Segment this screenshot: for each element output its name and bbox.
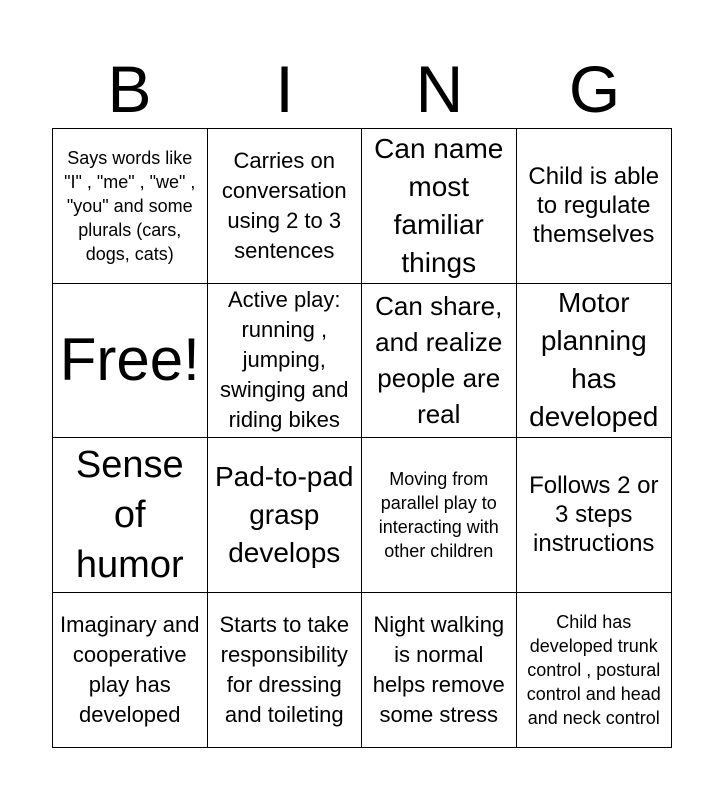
bingo-cell-text: Follows 2 or 3 steps instructions xyxy=(529,472,659,558)
bingo-cell-text: Free! xyxy=(59,326,200,394)
bingo-cell-text: Pad-to-pad grasp develops xyxy=(214,460,354,568)
bingo-cell-14[interactable] xyxy=(208,593,363,748)
bingo-card-grid xyxy=(52,128,672,748)
bingo-cell-text: Says words like "I" , "me" , "we" , "you" and some plurals (cars, dogs, cats) xyxy=(64,147,196,264)
bingo-cell-1[interactable] xyxy=(53,129,208,284)
bingo-cell-7[interactable] xyxy=(362,284,517,439)
bingo-cell-11[interactable] xyxy=(362,438,517,593)
bingo-cell-text: Child is able to regulate themselves xyxy=(528,163,660,249)
bingo-cell-text: Night walking is normal helps remove some stress xyxy=(372,611,505,727)
bingo-cell-13[interactable] xyxy=(53,593,208,748)
bingo-cell-text: Motor planning has developed xyxy=(529,287,659,433)
bingo-cell-text: Sense of humor xyxy=(75,443,184,586)
bingo-cell-text: Carries on conversation using 2 to 3 sentences xyxy=(221,147,347,263)
header-letter-b: B xyxy=(107,52,152,126)
bingo-cell-6[interactable] xyxy=(208,284,363,439)
bingo-cell-text: Starts to take responsibility for dressing and toileting xyxy=(219,611,350,727)
bingo-cell-free[interactable] xyxy=(53,284,208,439)
bingo-cell-text: Can share, and realize people are real xyxy=(375,291,503,430)
bingo-header xyxy=(52,50,672,128)
bingo-cell-3[interactable] xyxy=(362,129,517,284)
bingo-cell-4[interactable] xyxy=(517,129,672,284)
bingo-cell-8[interactable] xyxy=(517,284,672,439)
bingo-cell-10[interactable] xyxy=(208,438,363,593)
bingo-cell-16[interactable] xyxy=(517,593,672,748)
bingo-cell-text: Active play: running , jumping, swinging and riding bikes xyxy=(220,287,349,433)
bingo-cell-text: Child has developed trunk control , postural control and head and neck control xyxy=(526,611,661,728)
bingo-cell-9[interactable] xyxy=(53,438,208,593)
header-letter-i: I xyxy=(275,52,294,126)
header-letter-g: G xyxy=(568,52,621,126)
bingo-cell-text: Moving from parallel play to interacting with other children xyxy=(378,468,499,561)
bingo-cell-text: Can name most familiar things xyxy=(374,132,504,278)
bingo-cell-12[interactable] xyxy=(517,438,672,593)
bingo-cell-2[interactable] xyxy=(208,129,363,284)
header-letter-n: N xyxy=(415,52,464,126)
bingo-cell-15[interactable] xyxy=(362,593,517,748)
bingo-cell-text: Imaginary and cooperative play has developed xyxy=(60,611,200,727)
